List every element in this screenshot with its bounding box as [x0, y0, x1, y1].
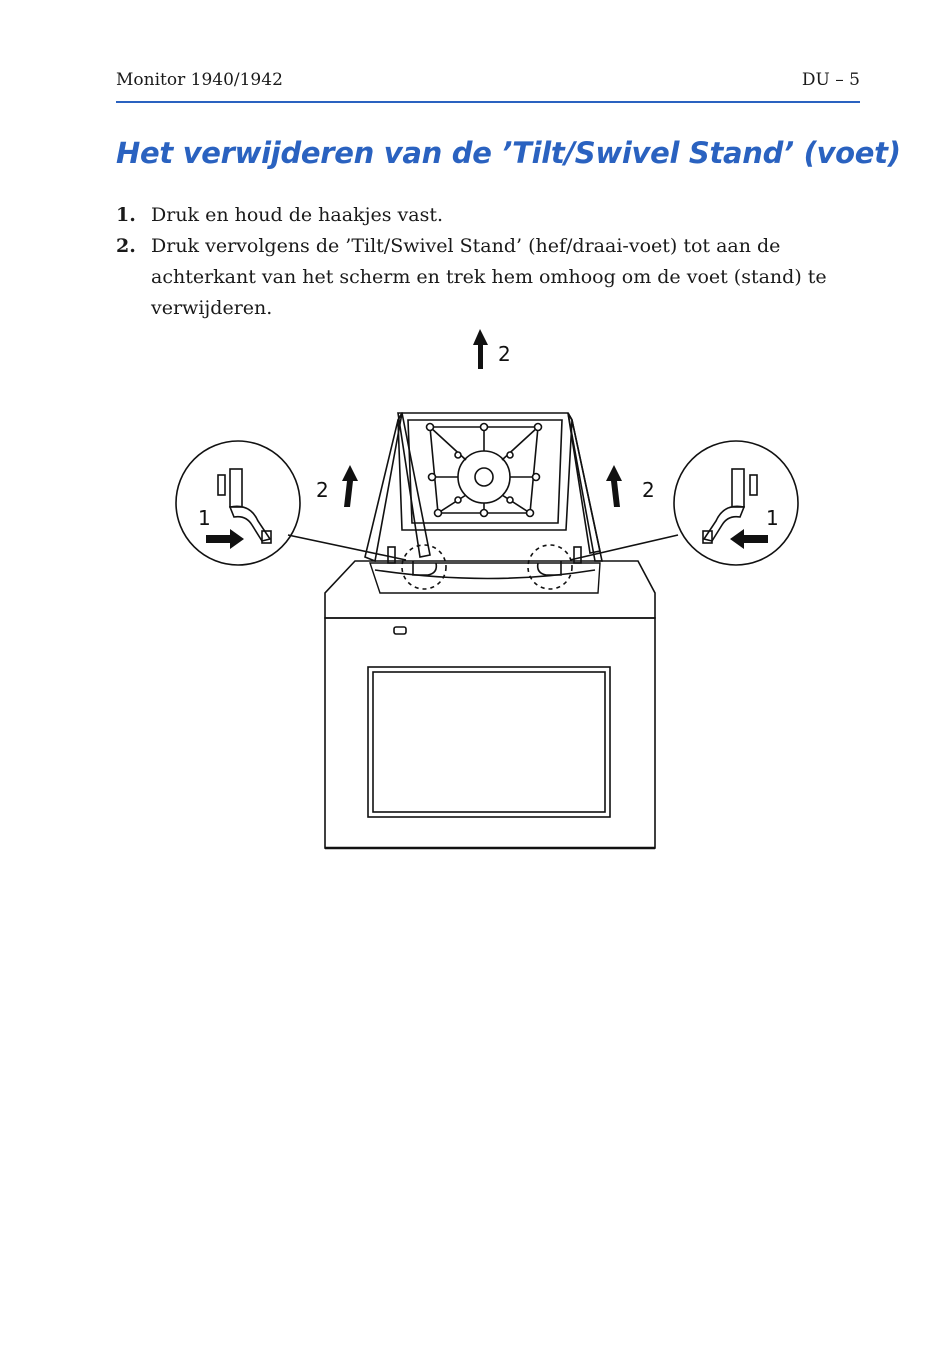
list-item: [116, 200, 856, 231]
stand-removal-illustration: [170, 325, 810, 865]
right-lift-arrow: [606, 465, 622, 507]
list-item: [116, 231, 856, 324]
header-page-number: DU – 5: [801, 70, 860, 90]
hook-detail-markers: [402, 545, 572, 589]
header-rule: [116, 101, 860, 103]
top-lift-arrow: [473, 329, 488, 369]
monitor-rear-body: [325, 561, 655, 848]
callout-right-arrow: 2: [642, 478, 655, 502]
callout-left-arrow: 2: [316, 478, 329, 502]
left-hook-zoom: [176, 441, 300, 565]
left-lift-arrow: [342, 465, 358, 507]
page-header: [116, 68, 860, 94]
instruction-list: [116, 200, 856, 324]
step-number: 1.: [116, 204, 136, 226]
step-number: 2.: [116, 235, 136, 257]
right-hook-zoom: [674, 441, 798, 565]
callout-right-step: 1: [766, 506, 779, 530]
step-text: Druk en houd de haakjes vast.: [151, 204, 444, 226]
tilt-swivel-stand: [365, 413, 602, 561]
monitor-rear-top: [370, 547, 600, 593]
header-document-title: Monitor 1940/1942: [116, 70, 283, 90]
section-title: Het verwijderen van de ’Tilt/Swivel Stand’ (voet): [116, 136, 901, 170]
callout-left-step: 1: [198, 506, 211, 530]
step-text: Druk vervolgens de ’Tilt/Swivel Stand’ (hef/draai-voet) tot aan de achterkant van het scherm en trek hem omhoog om de voet (stand) te verwijderen.: [151, 235, 827, 319]
callout-top-arrow: 2: [498, 342, 511, 366]
